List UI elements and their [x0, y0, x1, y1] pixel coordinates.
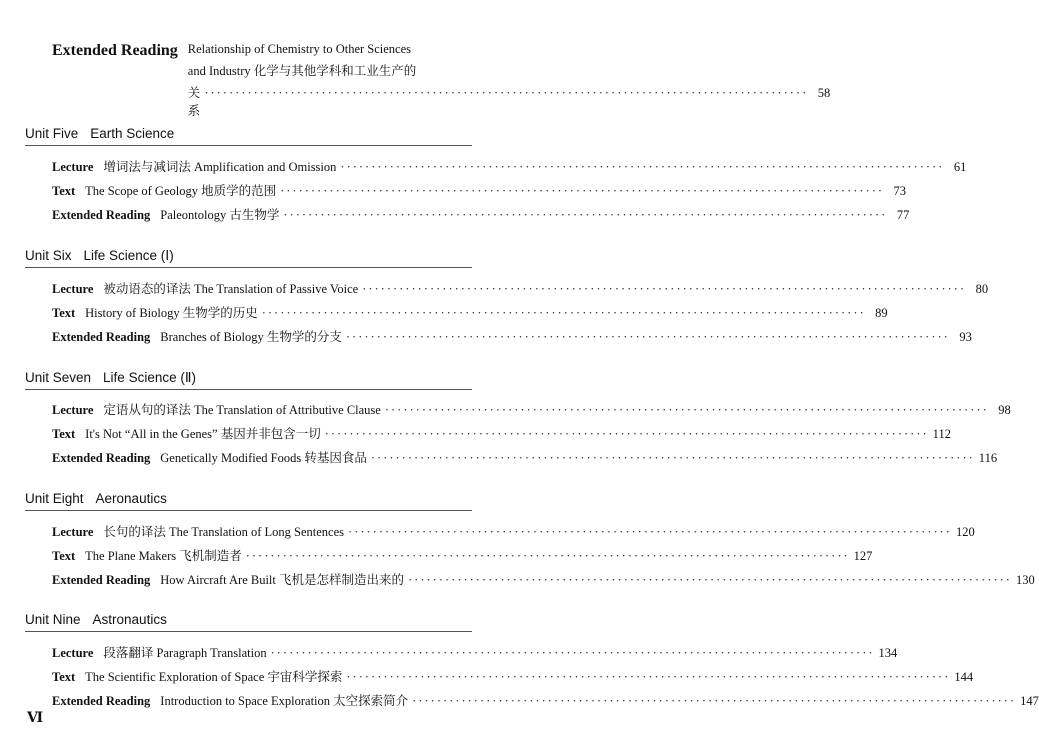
- unit-number: Unit Eight: [25, 491, 84, 506]
- toc-entry[interactable]: [52, 303, 888, 327]
- page-number: 147: [1020, 694, 1039, 708]
- entry-kind: Text: [52, 427, 76, 441]
- dot-leader: [325, 427, 929, 442]
- toc-entry[interactable]: [52, 327, 972, 351]
- entry-kind: Lecture: [52, 646, 94, 660]
- unit-title: Life Science (Ⅰ): [83, 248, 174, 263]
- entry-kind: Lecture: [52, 282, 94, 296]
- entry-title-line: Relationship of Chemistry to Other Sciences: [187, 42, 412, 56]
- entry-title: The Plane Makers 飞机制造者: [85, 549, 242, 563]
- page-number: 80: [975, 282, 989, 296]
- dot-leader: [412, 694, 1016, 709]
- page-folio: Ⅵ: [27, 711, 44, 726]
- entry-kind: Extended Reading: [52, 330, 151, 344]
- entry-kind: Text: [52, 670, 76, 684]
- entry-kind: Text: [52, 549, 76, 563]
- page-number: 77: [896, 208, 910, 222]
- toc-entry[interactable]: [52, 181, 907, 205]
- unit-entries: [52, 400, 1011, 472]
- dot-leader: [348, 525, 952, 540]
- dot-leader: [346, 670, 950, 685]
- dot-leader: [340, 160, 944, 175]
- dot-leader: [385, 403, 989, 418]
- unit-heading: [25, 126, 472, 141]
- multi-line-entry: [52, 40, 831, 118]
- page-number: 130: [1015, 573, 1035, 587]
- entry-title: 被动语态的译法 The Translation of Passive Voice: [103, 282, 359, 296]
- unit-heading: [25, 491, 472, 506]
- entry-title: Branches of Biology 生物学的分支: [160, 330, 342, 344]
- entry-kind: Extended Reading: [52, 42, 178, 59]
- entry-title-line: 关系: [187, 86, 201, 118]
- entry-kind: Extended Reading: [52, 573, 151, 587]
- page-number: 134: [878, 646, 898, 660]
- entry-kind: Lecture: [52, 160, 94, 174]
- entry-title: It's Not “All in the Genes” 基因并非包含一切: [85, 427, 321, 441]
- entry-title: 定语从句的译法 The Translation of Attributive Clause: [103, 403, 381, 417]
- entry-title: Paleontology 古生物学: [160, 208, 280, 222]
- unit-entries: [52, 643, 1039, 715]
- dot-leader: [283, 208, 887, 223]
- entry-title: History of Biology 生物学的历史: [85, 306, 258, 320]
- unit-title: Astronautics: [92, 612, 167, 627]
- unit-rule: [25, 510, 472, 511]
- page-number: 93: [959, 330, 972, 344]
- toc-entry[interactable]: [52, 691, 1039, 715]
- unit-rule: [25, 631, 472, 632]
- unit-heading: [25, 370, 472, 386]
- unit-title: Life Science (Ⅱ): [103, 370, 196, 385]
- page-number: 112: [932, 427, 951, 441]
- entry-title: 段落翻译 Paragraph Translation: [103, 646, 267, 660]
- page-number: 144: [954, 670, 974, 684]
- toc-entry[interactable]: [52, 279, 989, 303]
- entry-kind: Extended Reading: [52, 451, 151, 465]
- unit-number: Unit Six: [25, 248, 72, 263]
- page-number: 73: [893, 184, 907, 198]
- entry-title: How Aircraft Are Built 飞机是怎样制造出来的: [160, 573, 405, 587]
- entry-title: The Scientific Exploration of Space 宇宙科学探索: [85, 670, 343, 684]
- unit-rule: [25, 145, 472, 146]
- unit-entries: [52, 279, 989, 351]
- toc-entry[interactable]: [52, 643, 898, 667]
- dot-leader: [262, 306, 866, 321]
- page-number: 116: [978, 451, 998, 465]
- entry-kind: Lecture: [52, 403, 94, 417]
- unit-heading: [25, 612, 472, 627]
- entry-title: The Scope of Geology 地质学的范围: [85, 184, 277, 198]
- dot-leader: [271, 646, 875, 661]
- entry-kind: Extended Reading: [52, 694, 151, 708]
- page-number: 89: [875, 306, 888, 320]
- dot-leader: [408, 573, 1012, 588]
- dot-leader: [204, 84, 808, 102]
- dot-leader: [246, 549, 850, 564]
- unit-entries: [52, 157, 967, 229]
- unit-number: Unit Five: [25, 126, 79, 141]
- dot-leader: [280, 184, 884, 199]
- toc-entry[interactable]: [52, 400, 1011, 424]
- page-number: 120: [955, 525, 975, 539]
- toc-entry[interactable]: [52, 522, 975, 546]
- unit-number: Unit Seven: [25, 370, 92, 385]
- toc-entry[interactable]: [52, 157, 967, 181]
- page-number: 127: [853, 549, 873, 563]
- toc-entry-continued: [52, 40, 831, 118]
- entry-title: Introduction to Space Exploration 太空探索简介: [160, 694, 409, 708]
- entry-kind: Extended Reading: [52, 208, 151, 222]
- entry-kind: Lecture: [52, 525, 94, 539]
- toc-entry[interactable]: [52, 570, 1035, 594]
- unit-entries: [52, 522, 1035, 594]
- page-number: 98: [998, 403, 1011, 417]
- toc-entry[interactable]: [52, 448, 998, 472]
- entry-kind: Text: [52, 184, 76, 198]
- toc-entry[interactable]: [52, 546, 873, 570]
- unit-title: Aeronautics: [95, 491, 167, 506]
- unit-title: Earth Science: [90, 126, 175, 141]
- unit-rule: [25, 389, 472, 390]
- entry-title: Genetically Modified Foods 转基因食品: [160, 451, 367, 465]
- entry-kind: Text: [52, 306, 76, 320]
- entry-title: 增词法与减词法 Amplification and Omission: [103, 160, 337, 174]
- entry-title-line: and Industry 化学与其他学科和工业生产的: [187, 64, 417, 78]
- dot-leader: [362, 282, 966, 297]
- page-number: 61: [953, 160, 967, 174]
- dot-leader: [371, 451, 975, 466]
- unit-rule: [25, 267, 472, 268]
- toc-entry[interactable]: [52, 205, 910, 229]
- page-number: 58: [817, 86, 831, 100]
- unit-number: Unit Nine: [25, 612, 81, 627]
- dot-leader: [346, 330, 950, 345]
- entry-title: 长句的译法 The Translation of Long Sentences: [103, 525, 345, 539]
- toc-entry[interactable]: [52, 667, 974, 691]
- unit-heading: [25, 248, 472, 264]
- toc-entry[interactable]: [52, 424, 951, 448]
